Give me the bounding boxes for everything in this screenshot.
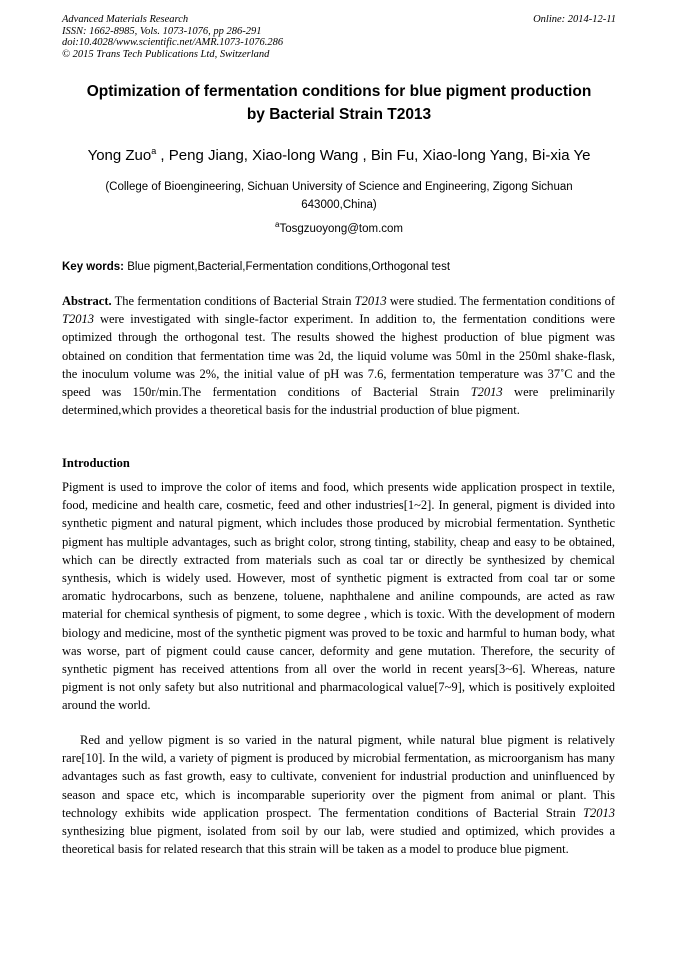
affiliation-line-1: (College of Bioengineering, Sichuan University of Science and Engineering, Zigong Sichuan [105, 181, 573, 193]
abstract-strain-2: T2013 [62, 312, 94, 327]
paragraph-2-text-b: synthesizing blue pigment, isolated from soil by our lab, were studied and optimized, which provides a theoretical basis for related research that this strain will be taken as a model to produce blue pigment. [62, 824, 615, 857]
abstract-strain-1: T2013 [354, 294, 387, 308]
introduction-paragraph-2 [62, 731, 615, 858]
first-author: Yong Zuo [87, 147, 152, 164]
abstract-label: Abstract. [62, 294, 112, 308]
affiliation-line-2: 643000,China) [301, 199, 377, 211]
abstract-text-4: were preliminarily determined,which provides a theoretical basis for the industrial production of blue pigment. [62, 385, 615, 418]
paper-title [40, 80, 638, 126]
author-email [70, 217, 608, 237]
copyright-line: © 2015 Trans Tech Publications Ltd, Switzerland [62, 48, 270, 60]
keywords [62, 259, 622, 275]
other-authors: , Peng Jiang, Xiao-long Wang , Bin Fu, Xiao-long Yang, Bi-xia Ye [156, 147, 591, 164]
email-address: Tosgzuoyong@tom.com [279, 222, 403, 235]
online-date: Online: 2014-12-11 [533, 14, 616, 25]
keywords-label: Key words: [62, 261, 124, 273]
paragraph-2-text-a: Red and yellow pigment is so varied in the natural pigment, while natural blue pigment is relatively rare[10]. In the wild, a variety of pigment is produced by microbial fermentation, as microorganism has many advantages such as fast growth, easy to cultivate, convenient for industrial production and uninfluenced by season and space etc, which is incomparable superiority over the pigment from animal or plant. This technology exhibits wide application prospect. The fermentation conditions of Bacterial Strain [62, 733, 615, 820]
first-author-superscript: a [151, 146, 157, 156]
abstract-text-1: The fermentation conditions of Bacterial Strain [111, 294, 355, 308]
journal-header [62, 14, 616, 60]
abstract [62, 292, 615, 419]
affiliation [70, 178, 608, 214]
keywords-text: Blue pigment,Bacterial,Fermentation conditions,Orthogonal test [124, 261, 451, 273]
issn-line: ISSN: 1662-8985, Vols. 1073-1076, pp 286-291 [62, 25, 262, 37]
abstract-strain-3: T2013 [470, 385, 503, 400]
title-line-1: Optimization of fermentation conditions for blue pigment production [86, 83, 592, 100]
doi-line: doi:10.4028/www.scientific.net/AMR.1073-1076.286 [62, 37, 284, 48]
author-list [20, 141, 658, 166]
title-line-2: by Bacterial Strain T2013 [246, 106, 432, 123]
section-heading-introduction: Introduction [62, 456, 130, 470]
abstract-text-2: were studied. The fermentation conditions of [386, 294, 615, 308]
paragraph-2-strain: T2013 [583, 805, 615, 820]
email-superscript: a [275, 220, 280, 229]
introduction-paragraph-1: Pigment is used to improve the color of items and food, which presents wide application prospect in textile, food, medicine and health care, cosmetic, feed and other industries[1~2]. In general, pigment is divided into synthetic pigment and natural pigment, which includes those produced by microbial fermentation. Synthetic pigment has multiple advantages, such as bright color, strong tinting, stability, cheap and easy to be obtained, which can be directly extracted from materials such as coal tar or directly be synthesized by chemical synthesis, which is widely used. However, most of synthetic pigment is extracted from coal tar or some aromatic hydrocarbons, such as benzene, toluene, naphthalene and aniline compounds, are acted as raw material for chemical synthesis of pigment, to some degree , which is toxic. With the development of modern biology and medicine, most of the synthetic pigment was proved to be toxic and harmful to human body, what was worse, part of pigment could cause cancer, deformity and gene mutation. Therefore, the security of synthetic pigment has received attentions from all over the world in recent years[3~6]. Whereas, nature pigment is not only safety but also nutritional and pharmacological value[7~9], which is positively exploited around the world. [62, 480, 615, 713]
journal-name: Advanced Materials Research [62, 14, 189, 25]
abstract-text-3: were investigated with single-factor experiment. In addition to, the fermentation conditions were optimized through the orthogonal test. The results showed the highest production of blue pigment was obtained on condition that fermentation time was 2d, the liquid volume was 50ml in the 250ml shake-flask, the inoculum volume was 2%, the initial value of pH was 7.6, fermentation temperature was 37˚C and the speed was 150r/min.The fermentation conditions of Bacterial Strain [62, 312, 615, 400]
